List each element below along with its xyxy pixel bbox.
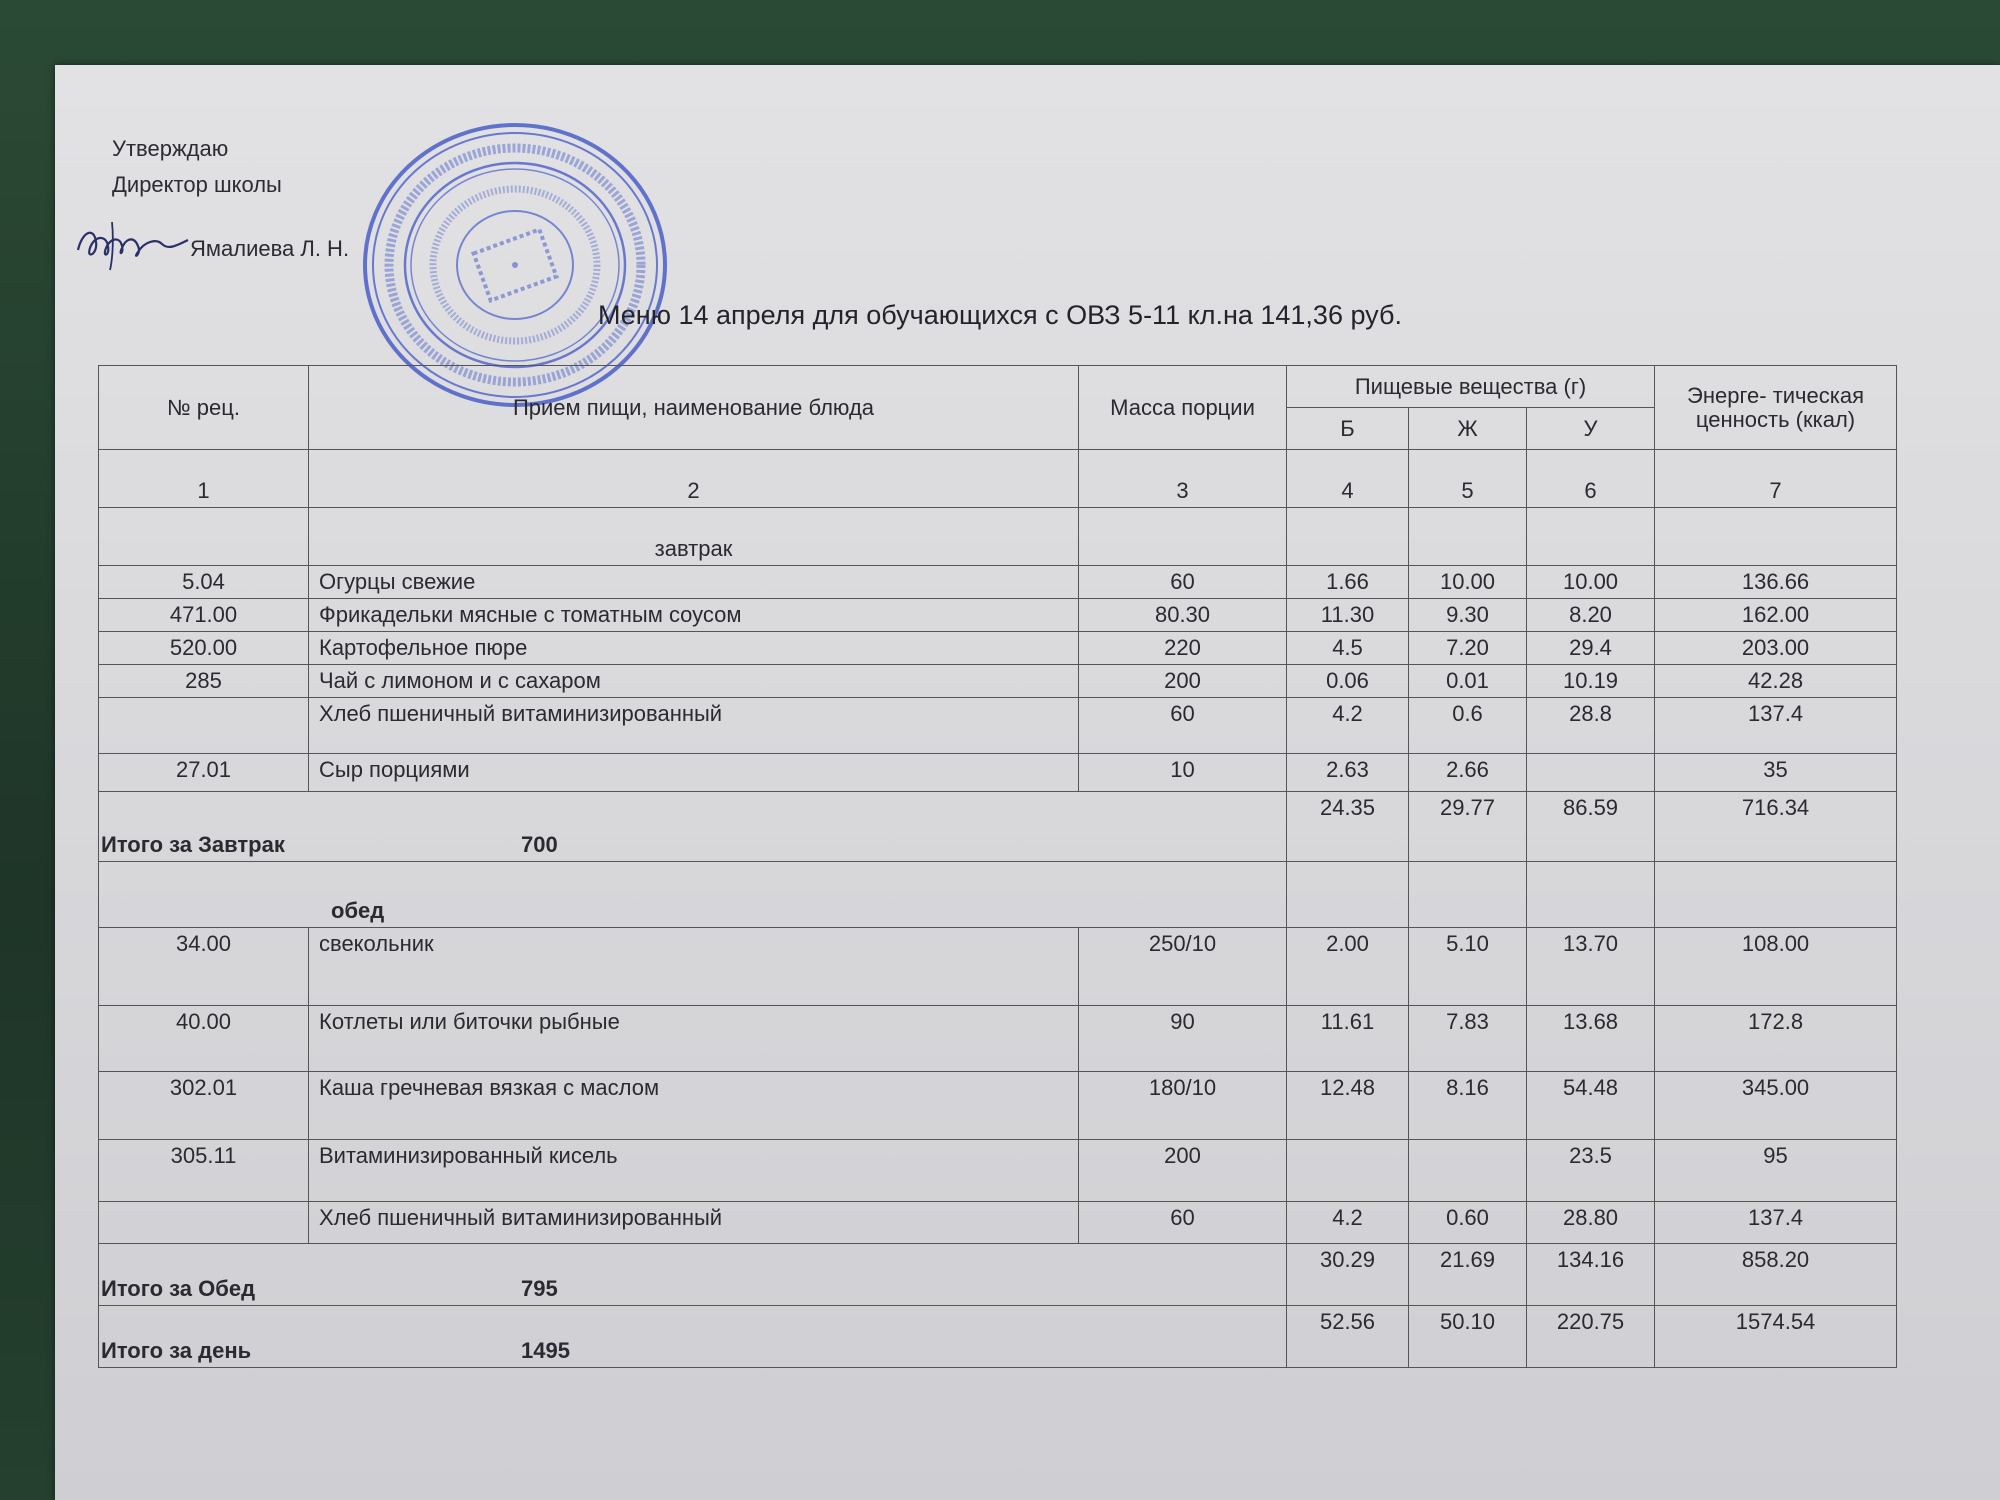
energy-value: 95 <box>1655 1140 1897 1202</box>
portion-mass: 180/10 <box>1079 1072 1287 1140</box>
table-row <box>99 599 1897 632</box>
day-total-protein: 52.56 <box>1287 1306 1409 1368</box>
fat-value: 2.66 <box>1409 754 1527 792</box>
lunch-total-mass: 795 <box>521 1276 558 1301</box>
recipe-number: 285 <box>99 665 309 698</box>
carbs-value: 13.68 <box>1527 1006 1655 1072</box>
carbs-value: 8.20 <box>1527 599 1655 632</box>
column-number: 2 <box>309 450 1079 508</box>
table-row <box>99 665 1897 698</box>
approval-line-1: Утверждаю <box>112 136 229 161</box>
header-energy-value: Энерге- тическая ценность (ккал) <box>1655 366 1897 450</box>
dish-name: Котлеты или биточки рыбные <box>309 1006 1079 1072</box>
dish-name: Огурцы свежие <box>309 566 1079 599</box>
header-portion-mass: Масса порции <box>1079 366 1287 450</box>
fat-value: 5.10 <box>1409 928 1527 1006</box>
recipe-number: 520.00 <box>99 632 309 665</box>
protein-value: 4.2 <box>1287 1202 1409 1244</box>
column-number: 1 <box>99 450 309 508</box>
protein-value: 11.30 <box>1287 599 1409 632</box>
dish-name: Сыр порциями <box>309 754 1079 792</box>
portion-mass: 200 <box>1079 1140 1287 1202</box>
recipe-number <box>99 1202 309 1244</box>
portion-mass: 60 <box>1079 1202 1287 1244</box>
energy-value: 42.28 <box>1655 665 1897 698</box>
table-row <box>99 632 1897 665</box>
carbs-value: 10.00 <box>1527 566 1655 599</box>
dish-name: Фрикадельки мясные с томатным соусом <box>309 599 1079 632</box>
portion-mass: 200 <box>1079 665 1287 698</box>
dish-name: Каша гречневая вязкая с маслом <box>309 1072 1079 1140</box>
protein-value: 4.5 <box>1287 632 1409 665</box>
lunch-total-carbs: 134.16 <box>1527 1244 1655 1306</box>
portion-mass: 60 <box>1079 698 1287 754</box>
energy-value: 137.4 <box>1655 698 1897 754</box>
fat-value: 8.16 <box>1409 1072 1527 1140</box>
header-recipe-number: № рец. <box>99 366 309 450</box>
carbs-value: 54.48 <box>1527 1072 1655 1140</box>
protein-value: 11.61 <box>1287 1006 1409 1072</box>
fat-value: 10.00 <box>1409 566 1527 599</box>
section-lunch: обед <box>99 862 1287 928</box>
fat-value: 9.30 <box>1409 599 1527 632</box>
day-total-mass: 1495 <box>521 1338 570 1363</box>
carbs-value: 28.8 <box>1527 698 1655 754</box>
portion-mass: 10 <box>1079 754 1287 792</box>
protein-value <box>1287 1140 1409 1202</box>
header-protein: Б <box>1287 408 1409 450</box>
breakfast-total-protein: 24.35 <box>1287 792 1409 862</box>
column-number: 3 <box>1079 450 1287 508</box>
carbs-value: 10.19 <box>1527 665 1655 698</box>
approval-line-2: Директор школы <box>112 172 282 197</box>
day-total-energy: 1574.54 <box>1655 1306 1897 1368</box>
header-fat: Ж <box>1409 408 1527 450</box>
protein-value: 1.66 <box>1287 566 1409 599</box>
energy-value: 172.8 <box>1655 1006 1897 1072</box>
carbs-value: 28.80 <box>1527 1202 1655 1244</box>
fat-value: 0.6 <box>1409 698 1527 754</box>
portion-mass: 220 <box>1079 632 1287 665</box>
protein-value: 2.00 <box>1287 928 1409 1006</box>
menu-table <box>98 365 1897 1368</box>
day-total-fat: 50.10 <box>1409 1306 1527 1368</box>
recipe-number: 302.01 <box>99 1072 309 1140</box>
protein-value: 4.2 <box>1287 698 1409 754</box>
fat-value: 7.83 <box>1409 1006 1527 1072</box>
table-row <box>99 566 1897 599</box>
portion-mass: 90 <box>1079 1006 1287 1072</box>
dish-name: Картофельное пюре <box>309 632 1079 665</box>
lunch-total-energy: 858.20 <box>1655 1244 1897 1306</box>
recipe-number: 305.11 <box>99 1140 309 1202</box>
carbs-value: 29.4 <box>1527 632 1655 665</box>
day-total-carbs: 220.75 <box>1527 1306 1655 1368</box>
breakfast-total-label: Итого за Завтрак <box>101 832 285 857</box>
dish-name: Хлеб пшеничный витаминизированный <box>309 698 1079 754</box>
column-number: 6 <box>1527 450 1655 508</box>
breakfast-total-carbs: 86.59 <box>1527 792 1655 862</box>
lunch-total-fat: 21.69 <box>1409 1244 1527 1306</box>
protein-value: 12.48 <box>1287 1072 1409 1140</box>
section-breakfast: завтрак <box>309 508 1079 566</box>
day-total-row <box>99 1306 1897 1368</box>
carbs-value <box>1527 754 1655 792</box>
energy-value: 136.66 <box>1655 566 1897 599</box>
table-row <box>99 1006 1897 1072</box>
dish-name: Витаминизированный кисель <box>309 1140 1079 1202</box>
carbs-value: 23.5 <box>1527 1140 1655 1202</box>
signature-icon <box>72 212 192 272</box>
table-row <box>99 1140 1897 1202</box>
table-row <box>99 1072 1897 1140</box>
table-row <box>99 1202 1897 1244</box>
header-dish-name: Прием пищи, наименование блюда <box>309 366 1079 450</box>
energy-value: 108.00 <box>1655 928 1897 1006</box>
dish-name: свекольник <box>309 928 1079 1006</box>
breakfast-total-mass: 700 <box>521 832 558 857</box>
dish-name: Чай с лимоном и с сахаром <box>309 665 1079 698</box>
fat-value <box>1409 1140 1527 1202</box>
table-row <box>99 698 1897 754</box>
portion-mass: 80.30 <box>1079 599 1287 632</box>
table-row <box>99 754 1897 792</box>
portion-mass: 60 <box>1079 566 1287 599</box>
approval-name: Ямалиева Л. Н. <box>190 236 350 261</box>
header-carbs: У <box>1527 408 1655 450</box>
table-row <box>99 928 1897 1006</box>
energy-value: 162.00 <box>1655 599 1897 632</box>
breakfast-total-energy: 716.34 <box>1655 792 1897 862</box>
recipe-number: 34.00 <box>99 928 309 1006</box>
fat-value: 0.60 <box>1409 1202 1527 1244</box>
recipe-number: 5.04 <box>99 566 309 599</box>
recipe-number: 40.00 <box>99 1006 309 1072</box>
breakfast-total-row <box>99 792 1897 862</box>
dish-name: Хлеб пшеничный витаминизированный <box>309 1202 1079 1244</box>
day-total-label: Итого за день <box>101 1338 252 1363</box>
fat-value: 0.01 <box>1409 665 1527 698</box>
energy-value: 137.4 <box>1655 1202 1897 1244</box>
protein-value: 2.63 <box>1287 754 1409 792</box>
lunch-total-label: Итого за Обед <box>101 1276 256 1301</box>
column-number: 4 <box>1287 450 1409 508</box>
column-number: 7 <box>1655 450 1897 508</box>
page-title: Меню 14 апреля для обучающихся с ОВЗ 5-11 кл.на 141,36 руб. <box>598 300 1402 330</box>
lunch-total-row <box>99 1244 1897 1306</box>
recipe-number <box>99 698 309 754</box>
lunch-total-protein: 30.29 <box>1287 1244 1409 1306</box>
energy-value: 35 <box>1655 754 1897 792</box>
fat-value: 7.20 <box>1409 632 1527 665</box>
recipe-number: 471.00 <box>99 599 309 632</box>
column-number: 5 <box>1409 450 1527 508</box>
energy-value: 345.00 <box>1655 1072 1897 1140</box>
recipe-number: 27.01 <box>99 754 309 792</box>
breakfast-total-fat: 29.77 <box>1409 792 1527 862</box>
portion-mass: 250/10 <box>1079 928 1287 1006</box>
energy-value: 203.00 <box>1655 632 1897 665</box>
carbs-value: 13.70 <box>1527 928 1655 1006</box>
protein-value: 0.06 <box>1287 665 1409 698</box>
header-nutrients: Пищевые вещества (г) <box>1287 366 1655 408</box>
